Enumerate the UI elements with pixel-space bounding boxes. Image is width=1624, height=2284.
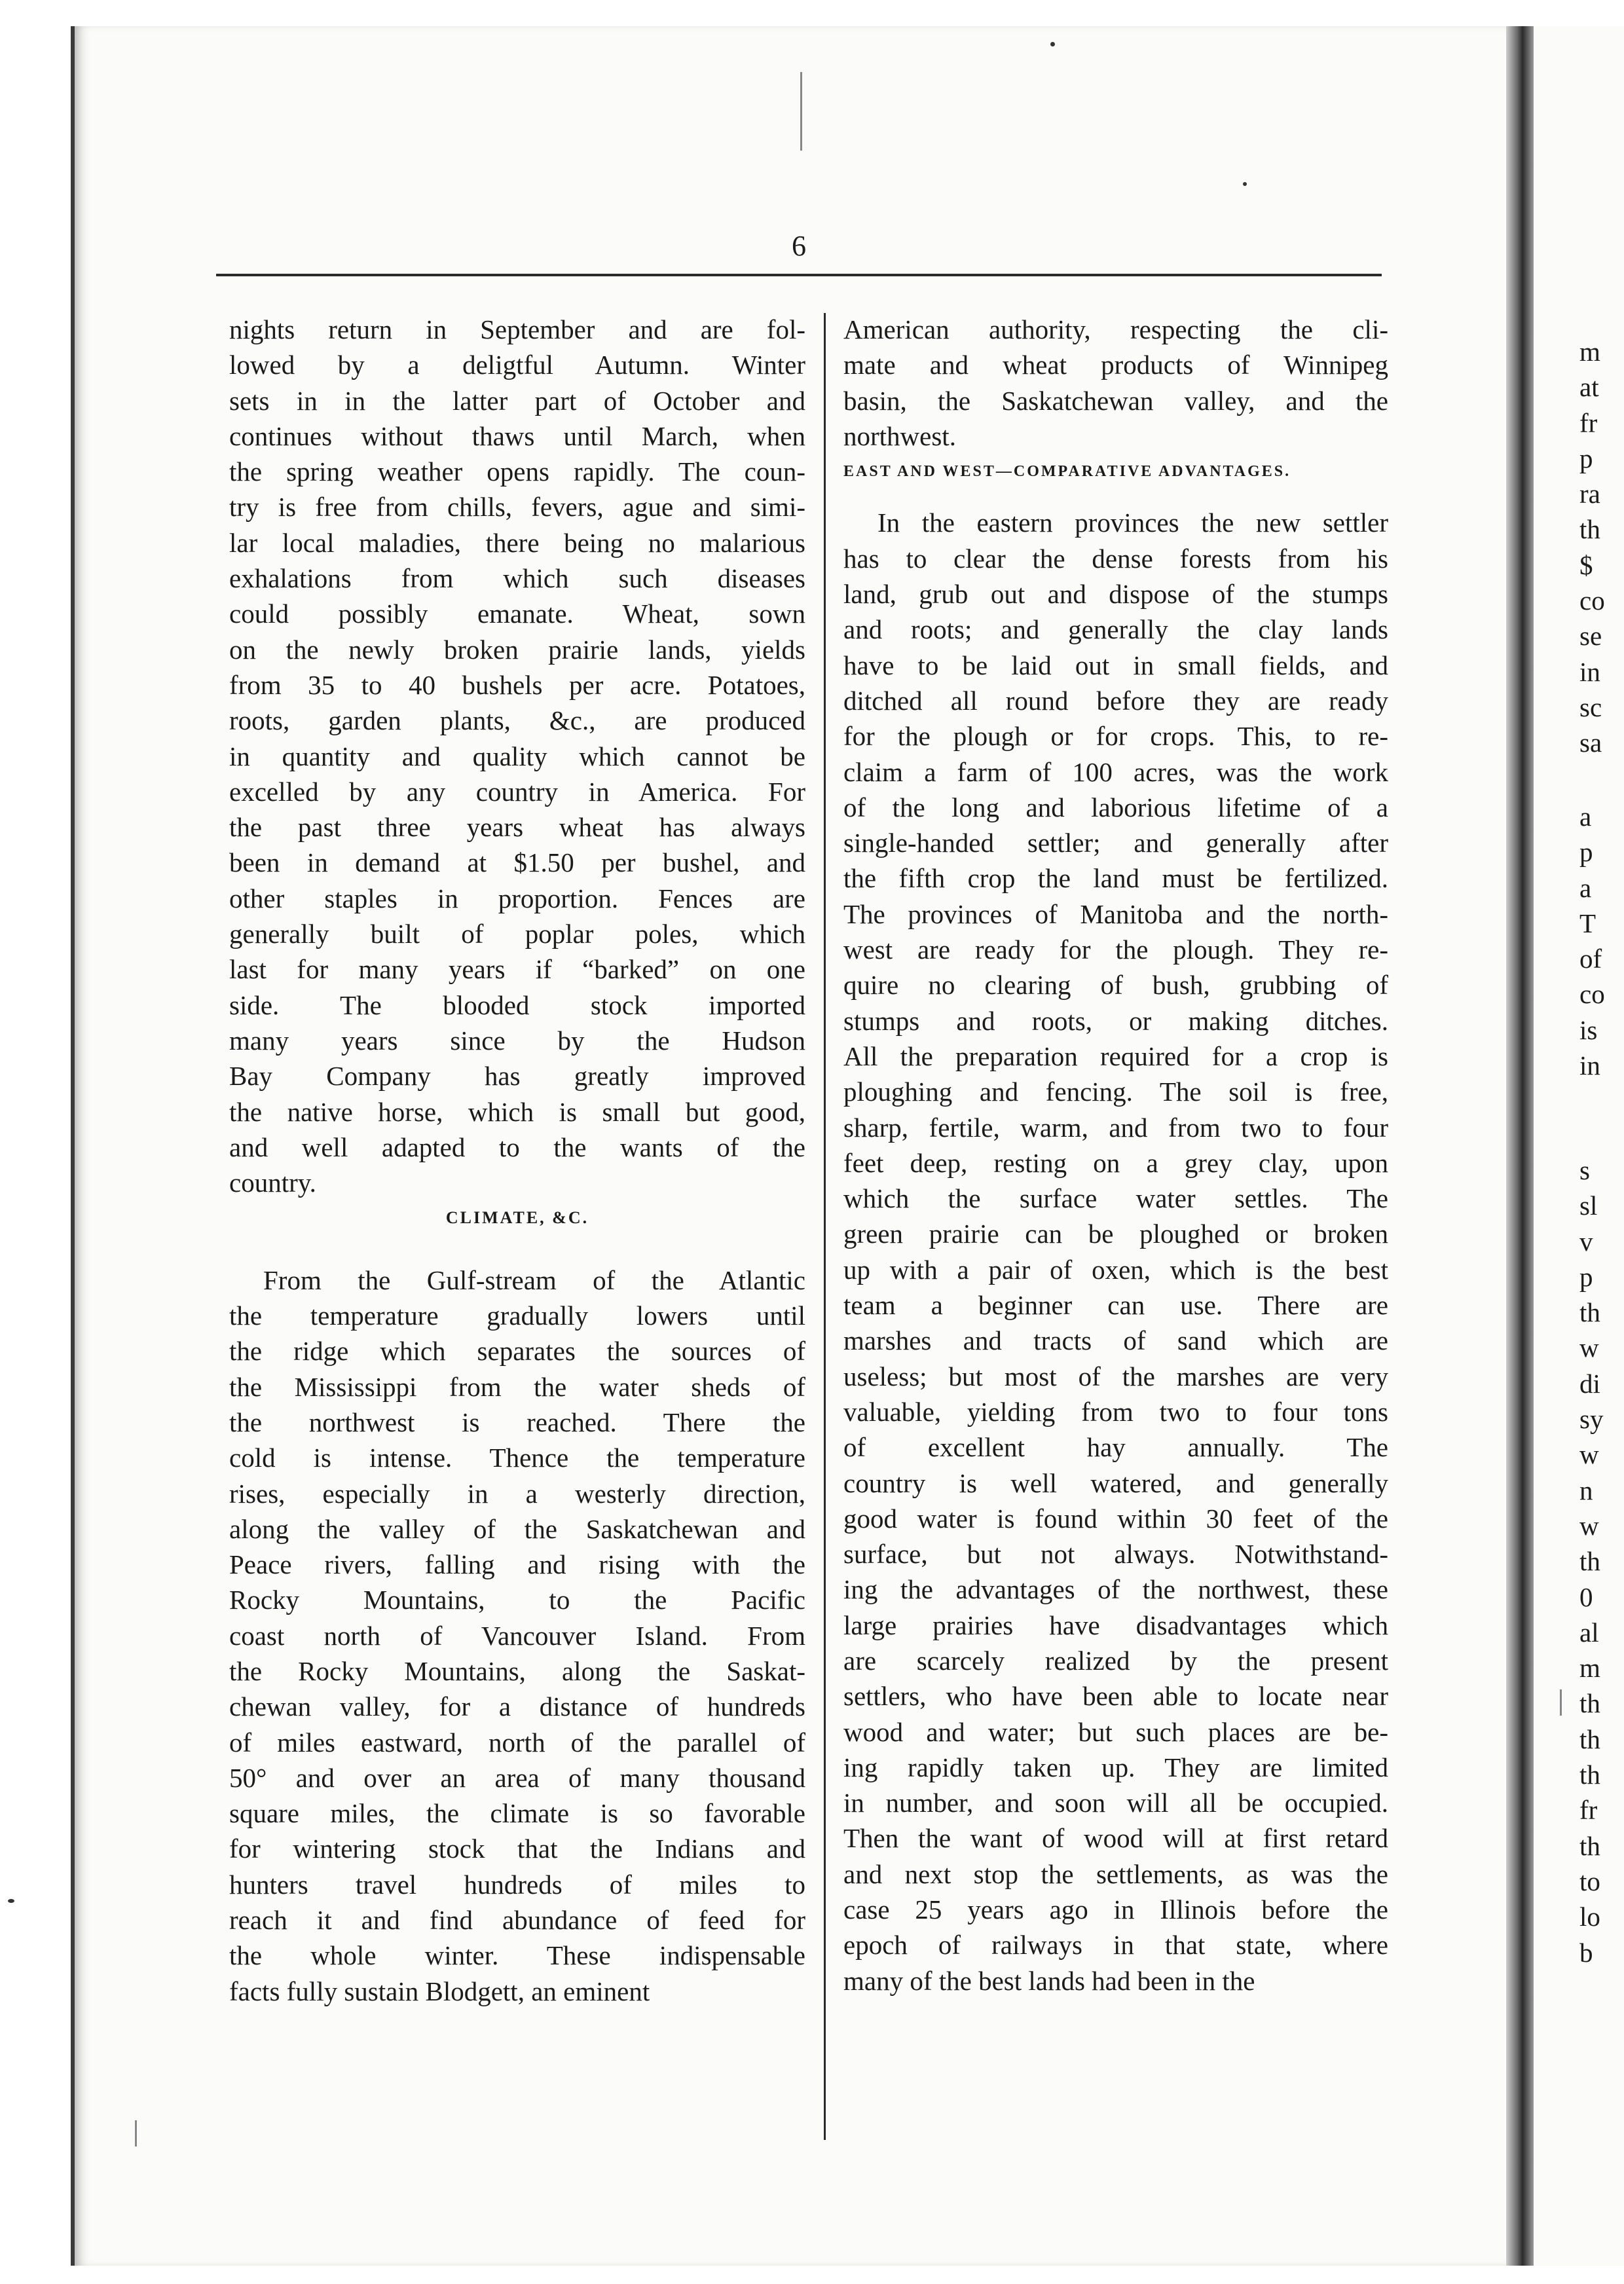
next-page-fragment: a — [1579, 801, 1592, 832]
next-page-fragment: p — [1579, 443, 1593, 473]
text-line: the past three years wheat has always — [229, 812, 805, 843]
next-page-fragment: th — [1579, 514, 1600, 545]
text-line: nights return in September and are fol- — [229, 314, 805, 344]
text-line: good water is found within 30 feet of the — [843, 1503, 1388, 1534]
text-line: have to be laid out in small fields, and — [843, 650, 1388, 680]
text-line: from 35 to 40 bushels per acre. Potatoes, — [229, 669, 805, 700]
next-page-fragment: m — [1579, 337, 1600, 367]
next-page-fragment: of — [1579, 944, 1602, 974]
text-line: The provinces of Manitoba and the north- — [843, 898, 1388, 929]
text-line: From the Gulf-stream of the Atlantic — [263, 1264, 805, 1295]
text-line: stumps and roots, or making ditches. — [843, 1005, 1388, 1036]
text-line: surface, but not always. Notwithstand- — [843, 1539, 1388, 1570]
text-line: chewan valley, for a distance of hundreds — [229, 1691, 805, 1722]
next-page-fragment: al — [1579, 1617, 1599, 1648]
text-line: land, grub out and dispose of the stumps — [843, 579, 1388, 610]
text-line: cold is intense. Thence the temperature — [229, 1443, 805, 1473]
next-page-fragment: T — [1579, 908, 1596, 938]
text-line: ing rapidly taken up. They are limited — [843, 1752, 1388, 1782]
left-paragraph-1 — [229, 312, 805, 1200]
text-line: along the valley of the Saskatchewan and — [229, 1513, 805, 1544]
right-column — [843, 312, 1388, 1998]
text-line: in quantity and quality which cannot be — [229, 741, 805, 771]
next-page-fragment: fr — [1579, 407, 1598, 438]
text-line: hunters travel hundreds of miles to — [229, 1869, 805, 1900]
text-line: of miles eastward, north of the parallel of — [229, 1727, 805, 1758]
next-page-fragment: co — [1579, 585, 1605, 616]
next-page-fragment: $ — [1579, 549, 1593, 580]
text-line: reach it and find abundance of feed for — [229, 1905, 805, 1936]
text-line: and next stop the settlements, as was the — [843, 1858, 1388, 1889]
text-line: for wintering stock that the Indians and — [229, 1833, 805, 1864]
text-line: useless; but most of the marshes are very — [843, 1361, 1388, 1391]
text-line: Then the want of wood will at first retard — [843, 1823, 1388, 1854]
text-line: team a beginner can use. There are — [843, 1290, 1388, 1321]
text-line: Rocky Mountains, to the Pacific — [229, 1585, 805, 1615]
next-page-fragment: th — [1579, 1546, 1600, 1577]
text-line: mate and wheat products of Winnipeg — [843, 350, 1388, 380]
left-column — [229, 312, 805, 2009]
next-page-fragment: th — [1579, 1297, 1600, 1328]
text-line: which the surface water settles. The — [843, 1183, 1388, 1214]
text-line: quire no clearing of bush, grubbing of — [843, 970, 1388, 1001]
text-line: green prairie can be ploughed or broken — [843, 1219, 1388, 1249]
book-gutter — [1506, 26, 1534, 2266]
text-line: in number, and soon will all be occupied. — [843, 1788, 1388, 1818]
text-line: basin, the Saskatchewan valley, and the — [843, 385, 1388, 416]
header-rule — [216, 274, 1382, 276]
page-number: 6 — [792, 230, 806, 262]
next-page-fragment: w — [1579, 1510, 1599, 1541]
climate-heading: CLIMATE, &C. — [445, 1208, 589, 1228]
text-line: sets in in the latter part of October and — [229, 385, 805, 416]
east-west-heading: EAST AND WEST—COMPARATIVE ADVANTAGES. — [843, 463, 1291, 481]
scan-mark — [800, 72, 802, 151]
text-line: been in demand at $1.50 per bushel, and — [229, 847, 805, 878]
text-line: the ridge which separates the sources of — [229, 1336, 805, 1367]
next-page-fragment: th — [1579, 1688, 1600, 1719]
text-line: country. — [229, 1168, 316, 1198]
column-divider — [824, 313, 826, 2140]
next-page-fragment: w — [1579, 1333, 1599, 1363]
right-paragraph-2 — [843, 505, 1388, 1998]
next-page-fragment: p — [1579, 1261, 1593, 1292]
text-line: try is free from chills, fevers, ague and simi- — [229, 492, 805, 523]
text-line: has to clear the dense forests from his — [843, 543, 1388, 574]
next-page-fragment: b — [1579, 1937, 1593, 1968]
text-line: of the long and laborious lifetime of a — [843, 792, 1388, 822]
next-page-fragment: is — [1579, 1014, 1598, 1045]
text-line: northwest. — [843, 420, 956, 451]
next-page-fragment: in — [1579, 1050, 1600, 1081]
text-line: settlers, who have been able to locate near — [843, 1681, 1388, 1712]
text-line: ditched all round before they are ready — [843, 685, 1388, 716]
text-line: wood and water; but such places are be- — [843, 1716, 1388, 1747]
text-line: rises, especially in a westerly direction, — [229, 1478, 805, 1509]
next-page-fragment: s — [1579, 1155, 1590, 1185]
next-page-fragment: 0 — [1579, 1581, 1593, 1612]
next-page-fragment: in — [1579, 656, 1600, 687]
next-page-fragment: sa — [1579, 728, 1602, 758]
text-line: lowed by a deligtful Autumn. Winter — [229, 350, 805, 380]
ink-speck — [1243, 182, 1247, 186]
next-page-fragment: se — [1579, 621, 1602, 652]
scan-mark — [1560, 1689, 1562, 1716]
text-line: continues without thaws until March, when — [229, 420, 805, 451]
next-page-fragment: p — [1579, 837, 1593, 868]
text-line: valuable, yielding from two to four tons — [843, 1396, 1388, 1427]
text-line: and well adapted to the wants of the — [229, 1132, 805, 1162]
next-page-fragment: w — [1579, 1439, 1599, 1470]
text-line: the Mississippi from the water sheds of — [229, 1371, 805, 1402]
next-page-fragment: to — [1579, 1866, 1600, 1896]
text-line: feet deep, resting on a grey clay, upon — [843, 1147, 1388, 1178]
next-page-fragments-3 — [1534, 1152, 1603, 1970]
text-line: facts fully sustain Blodgett, an eminent — [229, 1976, 650, 2006]
text-line: on the newly broken prairie lands, yields — [229, 634, 805, 665]
text-line: side. The blooded stock imported — [229, 989, 805, 1020]
text-line: single-handed settler; and generally after — [843, 828, 1388, 858]
next-page-fragment: lo — [1579, 1902, 1600, 1932]
next-page-fragment: fr — [1579, 1795, 1598, 1826]
text-line: Peace rivers, falling and rising with the — [229, 1549, 805, 1580]
text-line: could possibly emanate. Wheat, sown — [229, 599, 805, 629]
text-line: excelled by any country in America. For — [229, 776, 805, 807]
text-line: of excellent hay annually. The — [843, 1432, 1388, 1463]
next-page-fragment: n — [1579, 1475, 1593, 1505]
text-line: last for many years if “barked” on one — [229, 954, 805, 985]
text-line: other staples in proportion. Fences are — [229, 883, 805, 913]
text-line: the Rocky Mountains, along the Saskat- — [229, 1655, 805, 1686]
text-line: marshes and tracts of sand which are — [843, 1325, 1388, 1356]
text-line: case 25 years ago in Illinois before the — [843, 1894, 1388, 1925]
text-line: epoch of railways in that state, where — [843, 1930, 1388, 1961]
next-page-fragment: at — [1579, 372, 1599, 403]
next-page-fragment: sy — [1579, 1404, 1604, 1435]
scan-mark — [135, 2120, 137, 2146]
text-line: In the eastern provinces the new settler — [877, 507, 1388, 538]
next-page-fragment: m — [1579, 1653, 1600, 1684]
text-line: country is well watered, and generally — [843, 1467, 1388, 1498]
text-line: up with a pair of oxen, which is the best — [843, 1254, 1388, 1285]
next-page-fragment: ra — [1579, 479, 1600, 509]
text-line: the temperature gradually lowers until — [229, 1300, 805, 1331]
text-line: claim a farm of 100 acres, was the work — [843, 756, 1388, 787]
next-page-fragments-1 — [1534, 334, 1605, 761]
next-page-fragment: di — [1579, 1368, 1600, 1399]
text-line: ploughing and fencing. The soil is free, — [843, 1077, 1388, 1107]
text-line: All the preparation required for a crop is — [843, 1041, 1388, 1071]
ink-speck — [1050, 42, 1055, 46]
text-line: many of the best lands had been in the — [843, 1965, 1255, 1996]
heading-gap — [843, 489, 1388, 505]
next-page-fragment: v — [1579, 1226, 1593, 1257]
text-line: exhalations from which such diseases — [229, 563, 805, 594]
next-page-fragments-2 — [1534, 799, 1605, 1083]
text-line: lar local maladies, there being no malarious — [229, 527, 805, 558]
text-line: many years since by the Hudson — [229, 1025, 805, 1056]
text-line: 50° and over an area of many thousand — [229, 1762, 805, 1793]
text-line: the native horse, which is small but good, — [229, 1096, 805, 1127]
text-line: and roots; and generally the clay lands — [843, 614, 1388, 645]
text-line: Bay Company has greatly improved — [229, 1061, 805, 1092]
text-line: ing the advantages of the northwest, these — [843, 1574, 1388, 1605]
ink-speck — [8, 1899, 14, 1903]
text-line: for the plough or for crops. This, to re- — [843, 721, 1388, 752]
text-line: the spring weather opens rapidly. The coun- — [229, 456, 805, 487]
text-line: square miles, the climate is so favorable — [229, 1798, 805, 1829]
text-line: the northwest is reached. There the — [229, 1407, 805, 1437]
heading-gap — [229, 1236, 805, 1262]
text-line: American authority, respecting the cli- — [843, 314, 1388, 344]
right-paragraph-1 — [843, 312, 1388, 454]
next-page-fragment: sc — [1579, 691, 1602, 722]
text-line: the whole winter. These indispensable — [229, 1940, 805, 1971]
next-page-fragment: a — [1579, 872, 1592, 903]
text-line: the fifth crop the land must be fertilized. — [843, 863, 1388, 894]
text-line: sharp, fertile, warm, and from two to four — [843, 1112, 1388, 1143]
left-paragraph-2 — [229, 1262, 805, 2009]
next-page-fragment: sl — [1579, 1190, 1598, 1221]
text-line: west are ready for the plough. They re- — [843, 934, 1388, 965]
text-line: are scarcely realized by the present — [843, 1645, 1388, 1676]
text-line: large prairies have disadvantages which — [843, 1610, 1388, 1640]
text-line: generally built of poplar poles, which — [229, 919, 805, 949]
next-page-fragment: co — [1579, 979, 1605, 1010]
next-page-fragment: th — [1579, 1759, 1600, 1790]
next-page-fragment: th — [1579, 1830, 1600, 1861]
text-line: coast north of Vancouver Island. From — [229, 1620, 805, 1651]
next-page-fragment: th — [1579, 1723, 1600, 1754]
next-page-edge — [1534, 26, 1624, 2266]
text-line: roots, garden plants, &c., are produced — [229, 705, 805, 736]
